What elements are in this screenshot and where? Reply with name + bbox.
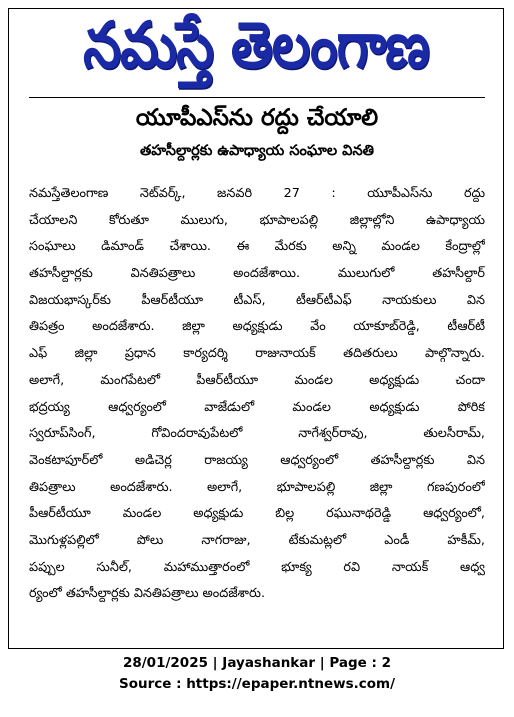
masthead-divider [29,97,485,98]
article-line: నమస్తేతెలంగాణ నెట్‌వర్క్‌, జనవరి 27 : యూపీఎస్‌ను రద్దు [29,186,485,201]
article-line: ఎఫ్‌ జిల్లా ప్రధాన కార్యదర్శి రాజునాయక్‌ తదితరులు పాల్గొన్నారు. [29,346,485,362]
article-line: తిపత్రాలు అందజేశారు. అలాగే, భూపాలపల్లి జిల్లా గణపురంలో [29,479,485,495]
newspaper-clipping-frame [8,8,504,649]
article-body [29,181,485,608]
article-line: చేయాలని కోరుతూ ములుగు, భూపాలపల్లి జిల్లాల్లోని ఉపాధ్యాయ [29,212,485,228]
article-line: మొగుళ్లపల్లిలో పోలు నాగరాజు, టేకుమట్లలో ఎండీ హకీమ్‌, [29,532,485,548]
article-headline: యూపీఎస్‌ను రద్దు చేయాలి [135,105,379,131]
article-line: విజయభాస్కర్‌కు పీఆర్‌టీయూ టీఎస్‌, టీఆర్‌టీఎఫ్‌ నాయకులు విన [29,292,485,308]
article-line: అలాగే, మంగపేటలో పీఆర్‌టీయూ మండల అధ్యక్షుడు చందా [29,372,485,388]
article-line: సంఘాలు డిమాండ్‌ చేశాయి. ఈ మేరకు అన్ని మండల కేంద్రాల్లో [29,239,485,255]
article-line: ర్యంలో తహసీల్దార్లకు వినతిపత్రాలు అందజేశారు. [29,586,266,602]
footer-edition-info: 28/01/2025 | Jayashankar | Page : 2 [122,655,392,671]
article-line: తిపత్రం అందజేశారు. జిల్లా అధ్యక్షుడు వేం యాకూబ్‌రెడ్డి, టీఆర్‌టీ [29,319,485,335]
article-line: భద్రయ్య ఆధ్వర్యంలో వాజేడులో మండల అధ్యక్షుడు పోరిక [29,399,485,415]
masthead-title: నమస్తే తెలంగాణ [83,6,429,83]
article-line: పీఆర్‌టీయూ మండల అధ్యక్షుడు బిల్ల రఘునాథరెడ్డి ఆధ్వర్యంలో, [29,506,485,522]
article-line: వెంకటాపూర్‌లో అడిచెర్ల రాజయ్య ఆధ్వర్యంలో తహసీల్దార్లకు విన [29,452,485,468]
article-line: స్వరూప్‌సింగ్‌, గోవిందరావుపేటలో నాగేశ్వర్‌రావు, తులసీరామ్‌, [29,426,485,442]
article-line: పప్పుల సునీల్‌, మహాముత్తారంలో భూక్య రవి నాయక్‌ ఆధ్వ [29,559,485,575]
footer-source-link[interactable]: Source : https://epaper.ntnews.com/ [118,676,396,692]
article-subheadline: తహసీల్దార్లకు ఉపాధ్యాయ సంఘాల వినతి [139,143,375,159]
masthead [49,6,463,93]
article-line: తహసీల్దార్లకు వినతిపత్రాలు అందజేశాయి. ములుగులో తహసీల్దార్‌ [29,266,485,282]
